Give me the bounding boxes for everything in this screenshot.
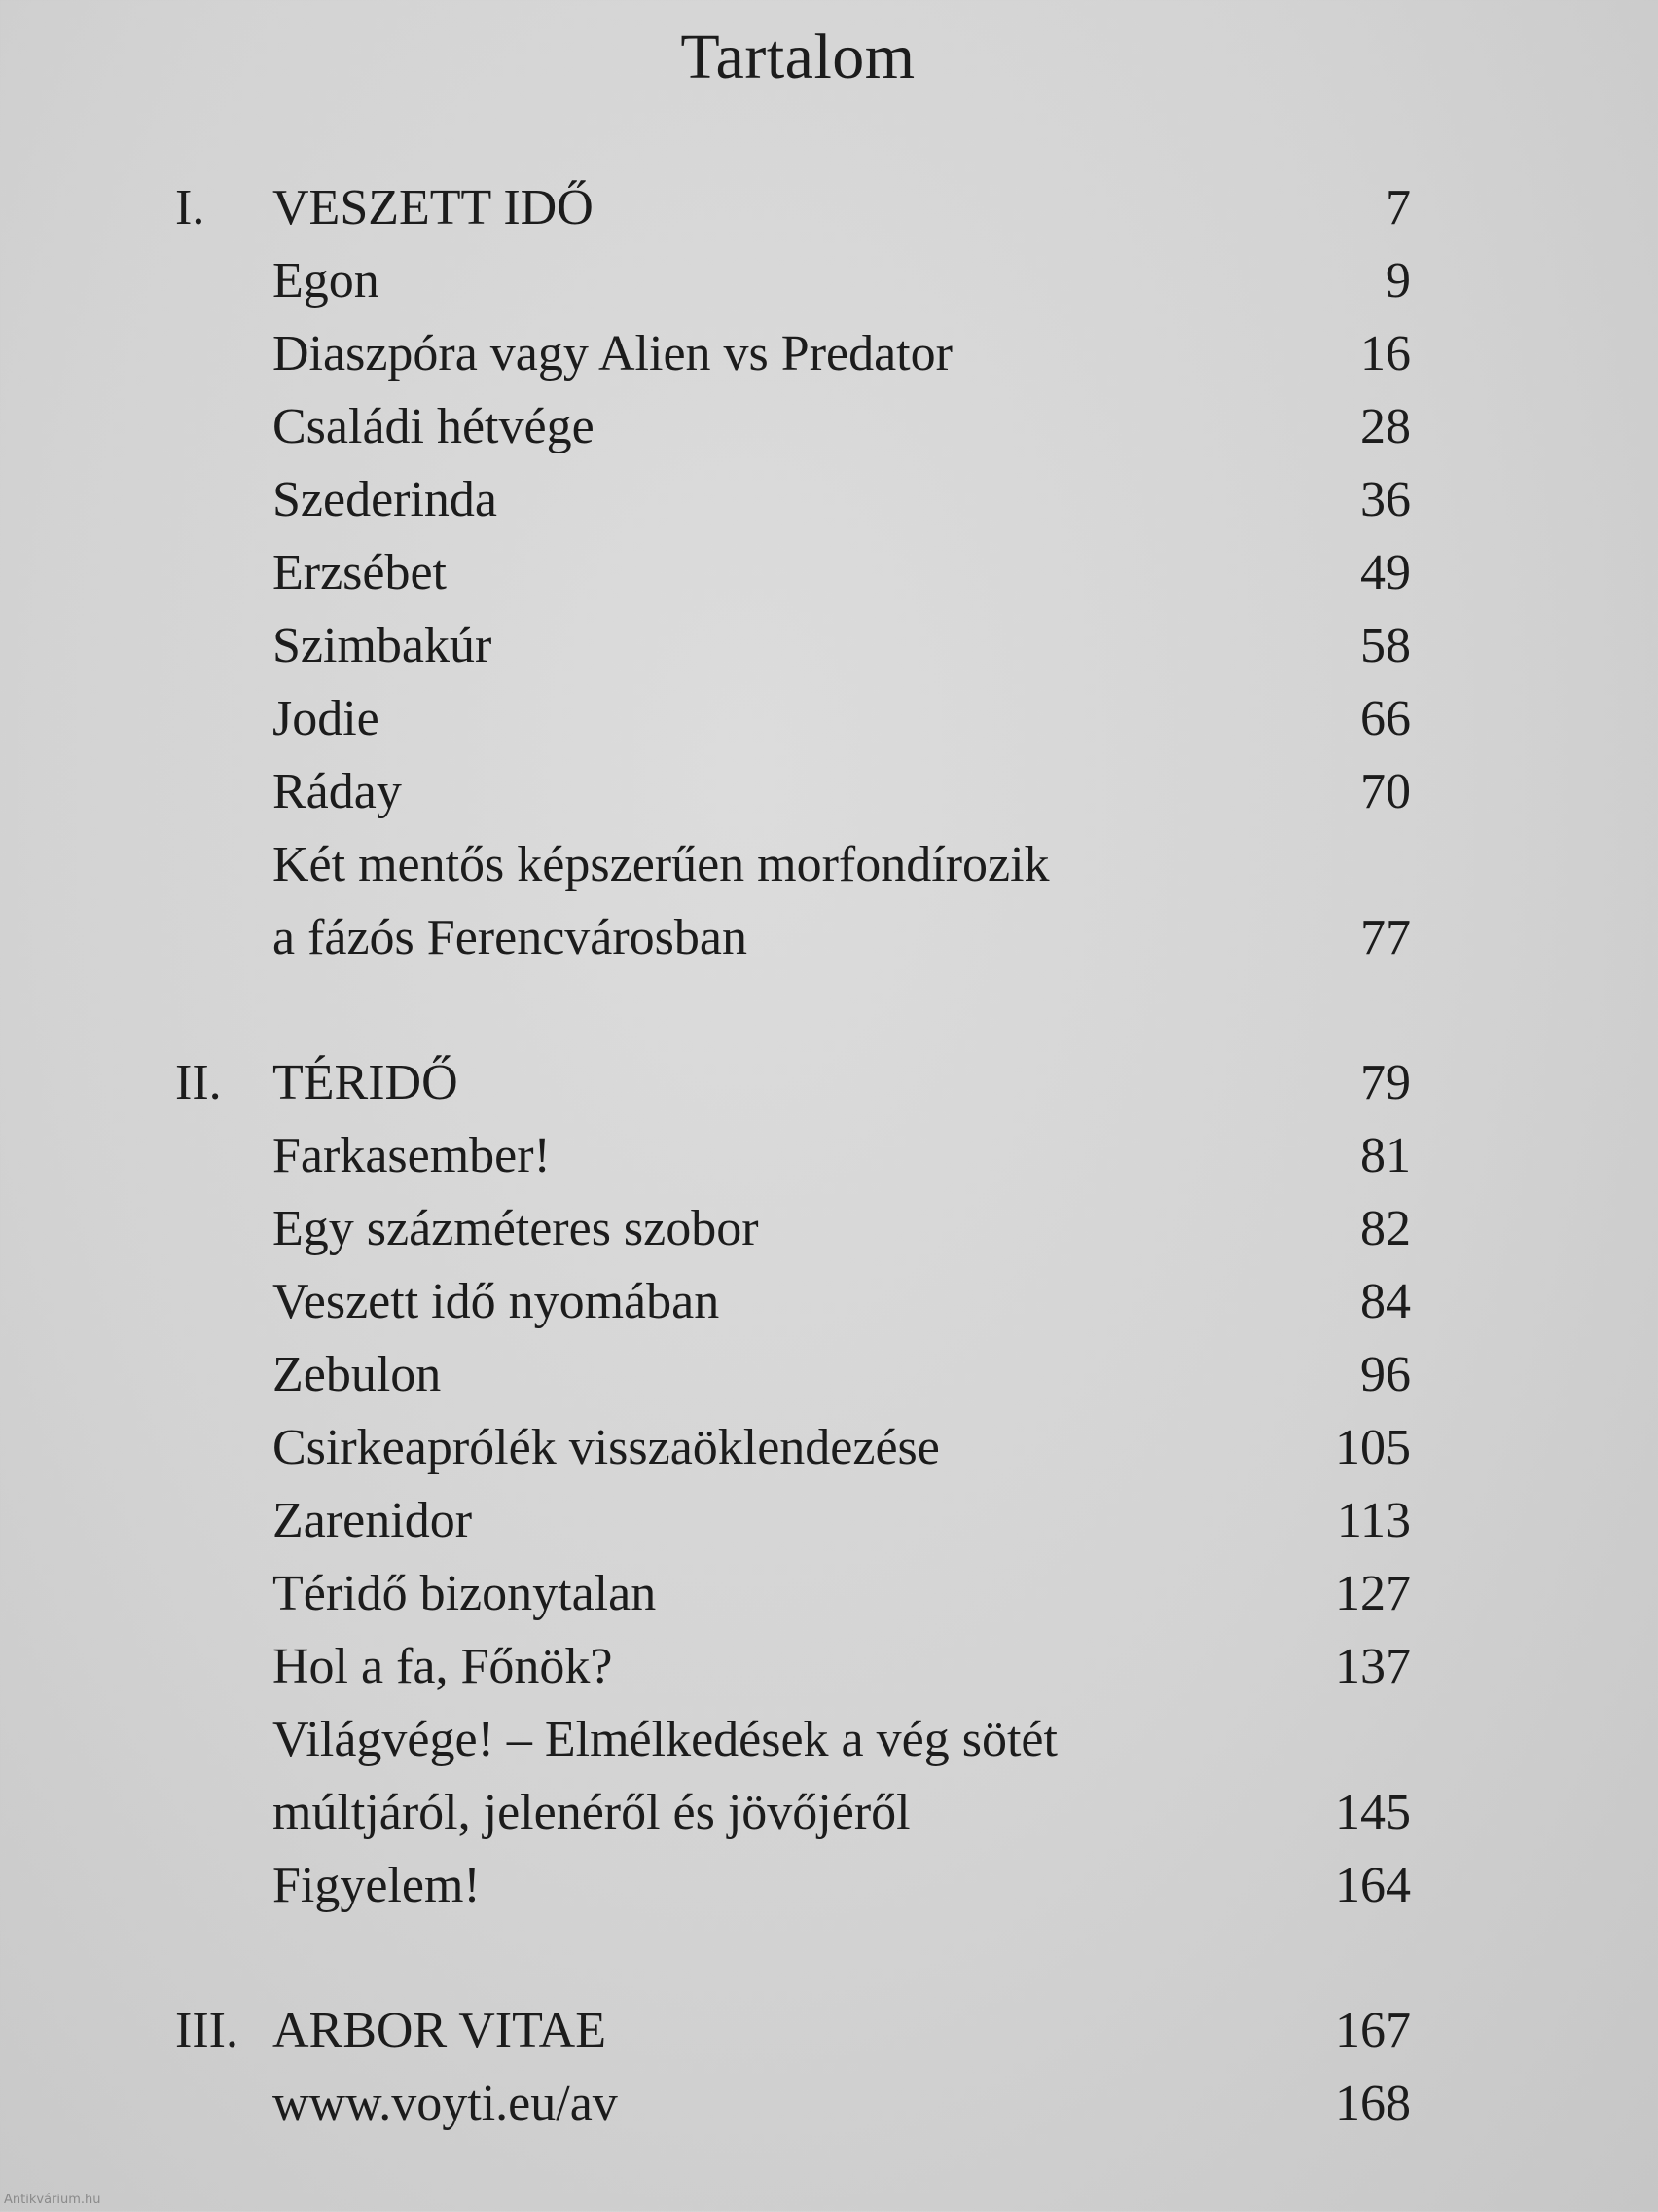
- entry-title: Ráday: [272, 764, 402, 819]
- toc-entry: [175, 1192, 1411, 1265]
- page-number: 77: [1360, 910, 1411, 965]
- section-numeral: II.: [175, 1055, 222, 1110]
- page-number: 66: [1360, 691, 1411, 746]
- page-number: 105: [1335, 1420, 1411, 1475]
- page-number: 58: [1360, 618, 1411, 673]
- page-number: 127: [1335, 1566, 1411, 1621]
- section-heading-row: [175, 171, 1411, 244]
- toc-entry: [175, 2067, 1411, 2140]
- toc-entry: [175, 317, 1411, 390]
- entry-title-line-2: a fázós Ferencvárosban: [272, 910, 747, 965]
- toc-entry: [175, 536, 1411, 609]
- entry-title-line-1: Két mentős képszerűen morfondírozik: [272, 837, 1050, 892]
- entry-title: Szederinda: [272, 472, 498, 527]
- entry-title: Szimbakúr: [272, 618, 492, 673]
- entry-title: Farkasember!: [272, 1128, 551, 1183]
- entry-title: Téridő bizonytalan: [272, 1566, 657, 1621]
- entry-title-line-2: múltjáról, jelenéről és jövőjéről: [272, 1785, 911, 1840]
- toc-entry: [175, 1338, 1411, 1411]
- section-heading: ARBOR VITAE: [272, 2003, 607, 2058]
- toc-entry-multiline: [175, 828, 1411, 974]
- entry-title: Figyelem!: [272, 1858, 481, 1913]
- page-number: 16: [1360, 326, 1411, 381]
- entry-title: Zarenidor: [272, 1493, 473, 1548]
- toc-entry-multiline: [175, 1703, 1411, 1849]
- page-number: 49: [1360, 545, 1411, 600]
- toc-entry: [175, 463, 1411, 536]
- table-of-contents: [175, 171, 1411, 2212]
- page-number: 36: [1360, 472, 1411, 527]
- page-number: 7: [1386, 180, 1411, 236]
- toc-entry: [175, 1119, 1411, 1192]
- toc-section-1: [175, 171, 1411, 974]
- entry-title: www.voyti.eu/av: [272, 2076, 618, 2131]
- entry-title: Jodie: [272, 691, 379, 746]
- section-heading: TÉRIDŐ: [272, 1055, 458, 1110]
- toc-entry: [175, 755, 1411, 828]
- toc-entry: [175, 1849, 1411, 1922]
- page-number: 137: [1335, 1639, 1411, 1694]
- page-number: 28: [1360, 399, 1411, 454]
- section-numeral: III.: [175, 2003, 238, 2058]
- watermark: Antikvárium.hu: [4, 2193, 101, 2207]
- section-numeral: I.: [175, 180, 205, 236]
- entry-title: Veszett idő nyomában: [272, 1274, 720, 1329]
- page-number: 9: [1386, 253, 1411, 308]
- toc-section-3: [175, 1994, 1411, 2140]
- page-number: 70: [1360, 764, 1411, 819]
- entry-title-line-1: Világvége! – Elmélkedések a vég sötét: [272, 1712, 1058, 1767]
- toc-entry: [175, 244, 1411, 317]
- entry-title: Hol a fa, Főnök?: [272, 1639, 613, 1694]
- section-heading-row: [175, 1046, 1411, 1119]
- toc-entry: [175, 1411, 1411, 1484]
- page-number: 84: [1360, 1274, 1411, 1329]
- entry-title: Zebulon: [272, 1347, 442, 1402]
- toc-entry: [175, 1557, 1411, 1630]
- entry-title: Családi hétvége: [272, 399, 595, 454]
- entry-title: Erzsébet: [272, 545, 448, 600]
- entry-title: Egon: [272, 253, 379, 308]
- section-heading-row: [175, 1994, 1411, 2067]
- page-number: 82: [1360, 1201, 1411, 1256]
- toc-entry: [175, 1265, 1411, 1338]
- page-number: 96: [1360, 1347, 1411, 1402]
- page-number: 113: [1336, 1493, 1411, 1548]
- page-number: 164: [1335, 1858, 1411, 1913]
- section-heading: VESZETT IDŐ: [272, 180, 594, 236]
- page-number: 167: [1335, 2003, 1411, 2058]
- page-number: 168: [1335, 2076, 1411, 2131]
- page-number: 145: [1335, 1785, 1411, 1840]
- page-number: 79: [1360, 1055, 1411, 1110]
- toc-section-2: [175, 1046, 1411, 1922]
- entry-title: Csirkeaprólék visszaöklendezése: [272, 1420, 940, 1475]
- page-number: 81: [1360, 1128, 1411, 1183]
- toc-entry: [175, 1630, 1411, 1703]
- entry-title: [272, 828, 1216, 974]
- entry-title: Egy százméteres szobor: [272, 1201, 759, 1256]
- page-title: Tartalom: [680, 21, 916, 92]
- toc-entry: [175, 682, 1411, 755]
- entry-title: Diaszpóra vagy Alien vs Predator: [272, 326, 953, 381]
- toc-entry: [175, 609, 1411, 682]
- entry-title: [272, 1703, 1216, 1849]
- toc-entry: [175, 390, 1411, 463]
- toc-entry: [175, 1484, 1411, 1557]
